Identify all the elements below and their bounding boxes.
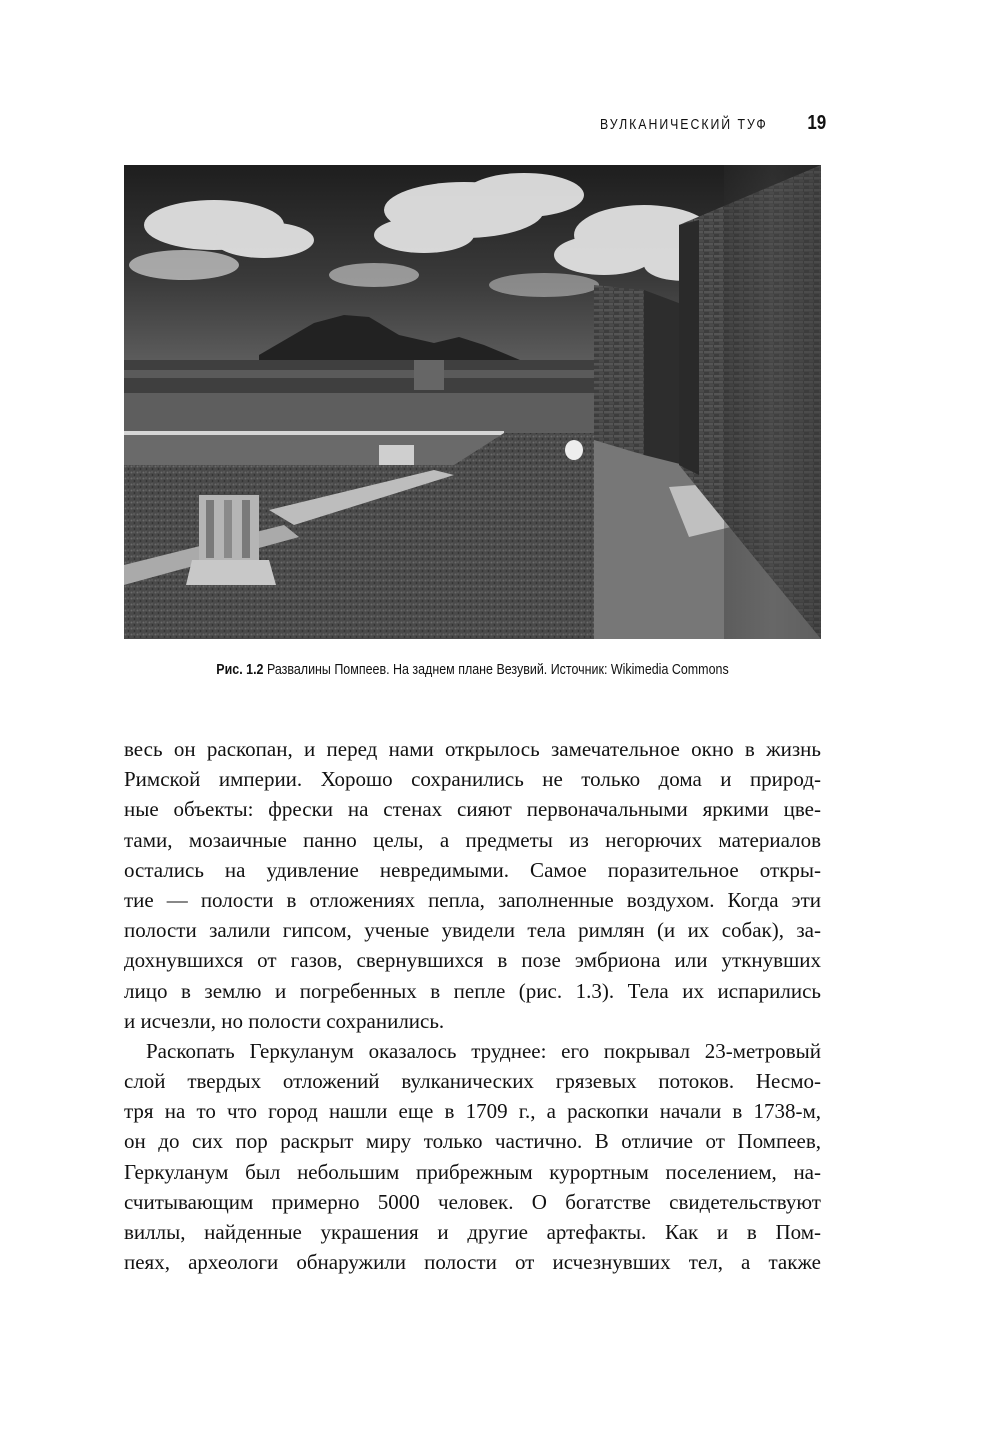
text-line: считывающим примерно 5000 человек. О богатстве свидетельствуют: [124, 1189, 821, 1214]
text-line: дохнувшихся от газов, свернувшихся в позе эмбриона или уткнувших: [124, 948, 821, 973]
running-header: [600, 112, 827, 138]
text-line: тря на то что город нашли еще в 1709 г., а раскопки начали в 1738-м,: [124, 1099, 821, 1124]
text-line: и исчезли, но полости сохранились.: [124, 1008, 445, 1033]
text-line: он до сих пор раскрыт миру только частично. В отличие от Помпеев,: [124, 1129, 821, 1154]
body-text: [124, 734, 821, 1277]
caption-label: Рис. 1.2: [216, 662, 264, 678]
text-line: тие — полости в отложениях пепла, заполненные воздухом. Когда эти: [124, 887, 821, 912]
text-line: остались на удивление невредимыми. Самое поразительное откры-: [124, 857, 821, 882]
text-line: тами, мозаичные панно целы, а предметы из негорючих материалов: [124, 827, 821, 852]
text-line: Геркуланум был небольшим прибрежным курортным поселением, на-: [124, 1159, 821, 1184]
paragraph-2: [124, 1036, 821, 1278]
caption-text: Развалины Помпеев. На заднем плане Везувий. Источник: Wikimedia Commons: [263, 662, 729, 678]
pompeii-photo: [124, 165, 821, 639]
page-number: 19: [807, 112, 827, 134]
pompeii-ruins-image: [124, 165, 821, 639]
text-line: Раскопать Геркуланум оказалось труднее: его покрывал 23-метровый: [146, 1038, 821, 1063]
figure-caption: [173, 662, 772, 678]
text-line: Римской империи. Хорошо сохранились не только дома и природ-: [124, 767, 821, 792]
text-line: слой твердых отложений вулканических грязевых потоков. Несмо-: [124, 1069, 821, 1094]
text-line: весь он раскопан, и перед нами открылось замечательное окно в жизнь: [124, 737, 821, 761]
text-line: полости залили гипсом, ученые увидели тела римлян (и их собак), за-: [124, 918, 821, 943]
text-line: лицо в землю и погребенных в пепле (рис. 1.3). Тела их испарились: [124, 978, 821, 1003]
text-line: виллы, найденные украшения и другие артефакты. Как и в Пом-: [124, 1220, 821, 1244]
paragraph-1: [124, 734, 821, 1036]
text-line: ные объекты: фрески на стенах сияют первоначальными яркими цве-: [124, 797, 821, 822]
running-title: ВУЛКАНИЧЕСКИЙ ТУФ: [600, 116, 768, 133]
text-line: пеях, археологи обнаружили полости от исчезнувших тел, а также: [124, 1250, 821, 1275]
